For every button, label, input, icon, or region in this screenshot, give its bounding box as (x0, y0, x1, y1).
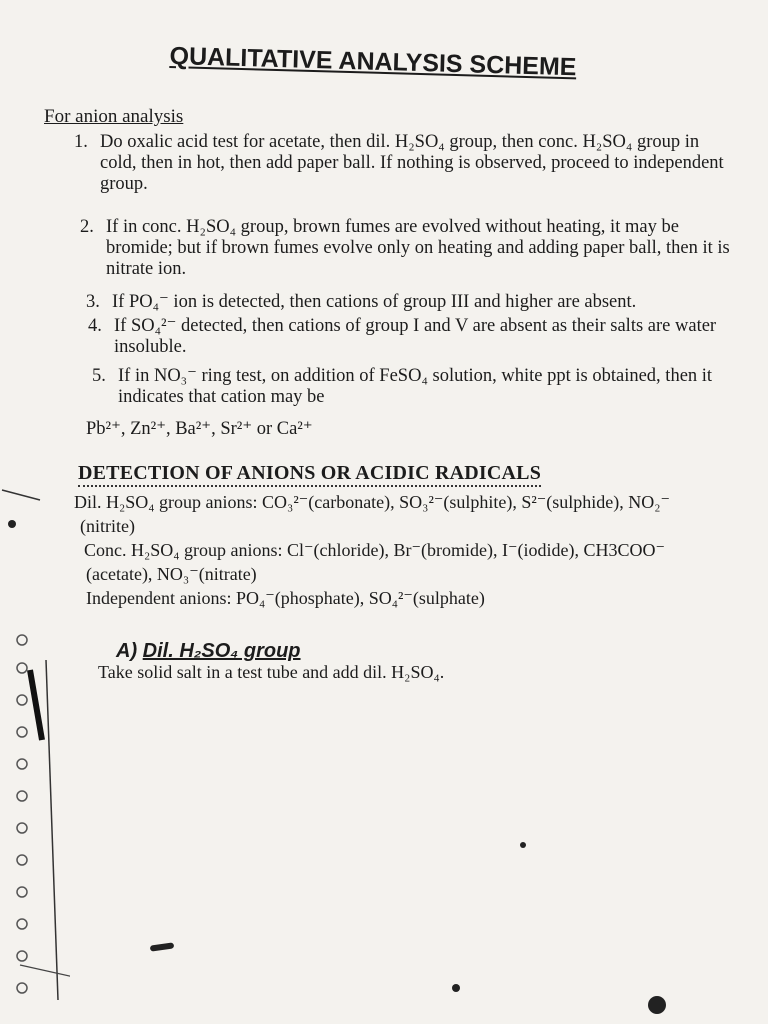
ink-mark (150, 942, 175, 951)
item-text: If in NO₃⁻ ring test, on addition of FeSO₄ solution, white ppt is obtained, then it indicates that cation may be (118, 366, 713, 407)
item-text: If PO₄⁻ ion is detected, then cations of group III and higher are absent. (112, 292, 637, 312)
group-a-label: A) (116, 640, 138, 662)
conc-group-anions: Conc. H₂SO₄ group anions: Cl⁻(chloride), Br⁻(bromide), I⁻(iodide), CH3COO⁻ (84, 540, 665, 560)
page-title: QUALITATIVE ANALYSIS SCHEME (169, 42, 577, 82)
item-number: 3. (86, 292, 100, 312)
dil-group-anions-cont: (nitrite) (80, 516, 135, 536)
ink-mark (452, 984, 460, 992)
item-number: 2. (80, 217, 94, 237)
item-number: 4. (88, 316, 102, 336)
item-text: If in conc. H₂SO₄ group, brown fumes are evolved without heating, it may be bromide; but if brown fumes evolve only on heating and adding paper ball, then it is nitrate ion. (106, 217, 730, 279)
list-item (92, 366, 728, 408)
group-a-title: Dil. H₂SO₄ group (142, 640, 301, 662)
list-item (86, 292, 736, 313)
item-number: 5. (92, 366, 106, 386)
dil-group-anions: Dil. H₂SO₄ group anions: CO₃²⁻(carbonate), SO₃²⁻(sulphite), S²⁻(sulphide), NO₂⁻ (74, 492, 671, 512)
section-subtitle: For anion analysis (44, 106, 184, 127)
list-item (74, 132, 724, 195)
detection-heading: DETECTION OF ANIONS OR ACIDIC RADICALS (78, 462, 541, 487)
ink-mark (648, 996, 666, 1014)
ink-mark (520, 842, 526, 848)
list-item (88, 316, 728, 358)
spiral-binding (0, 0, 70, 1024)
item-number: 1. (74, 132, 88, 152)
group-a-heading (116, 640, 301, 663)
item-text: If SO₄²⁻ detected, then cations of group I and V are absent as their salts are water insoluble. (114, 316, 717, 357)
conc-group-anions-cont: (acetate), NO₃⁻(nitrate) (86, 564, 257, 584)
ink-mark (8, 520, 16, 528)
cation-list: Pb²⁺, Zn²⁺, Ba²⁺, Sr²⁺ or Ca²⁺ (86, 419, 313, 439)
group-a-instruction: Take solid salt in a test tube and add dil. H₂SO₄. (98, 662, 445, 682)
independent-anions: Independent anions: PO₄⁻(phosphate), SO₄²⁻(sulphate) (86, 588, 485, 608)
list-item (80, 217, 730, 280)
item-text: Do oxalic acid test for acetate, then dil. H₂SO₄ group, then conc. H₂SO₄ group in cold, then in hot, then add paper ball. If nothing is observed, proceed to independent group. (100, 132, 724, 194)
